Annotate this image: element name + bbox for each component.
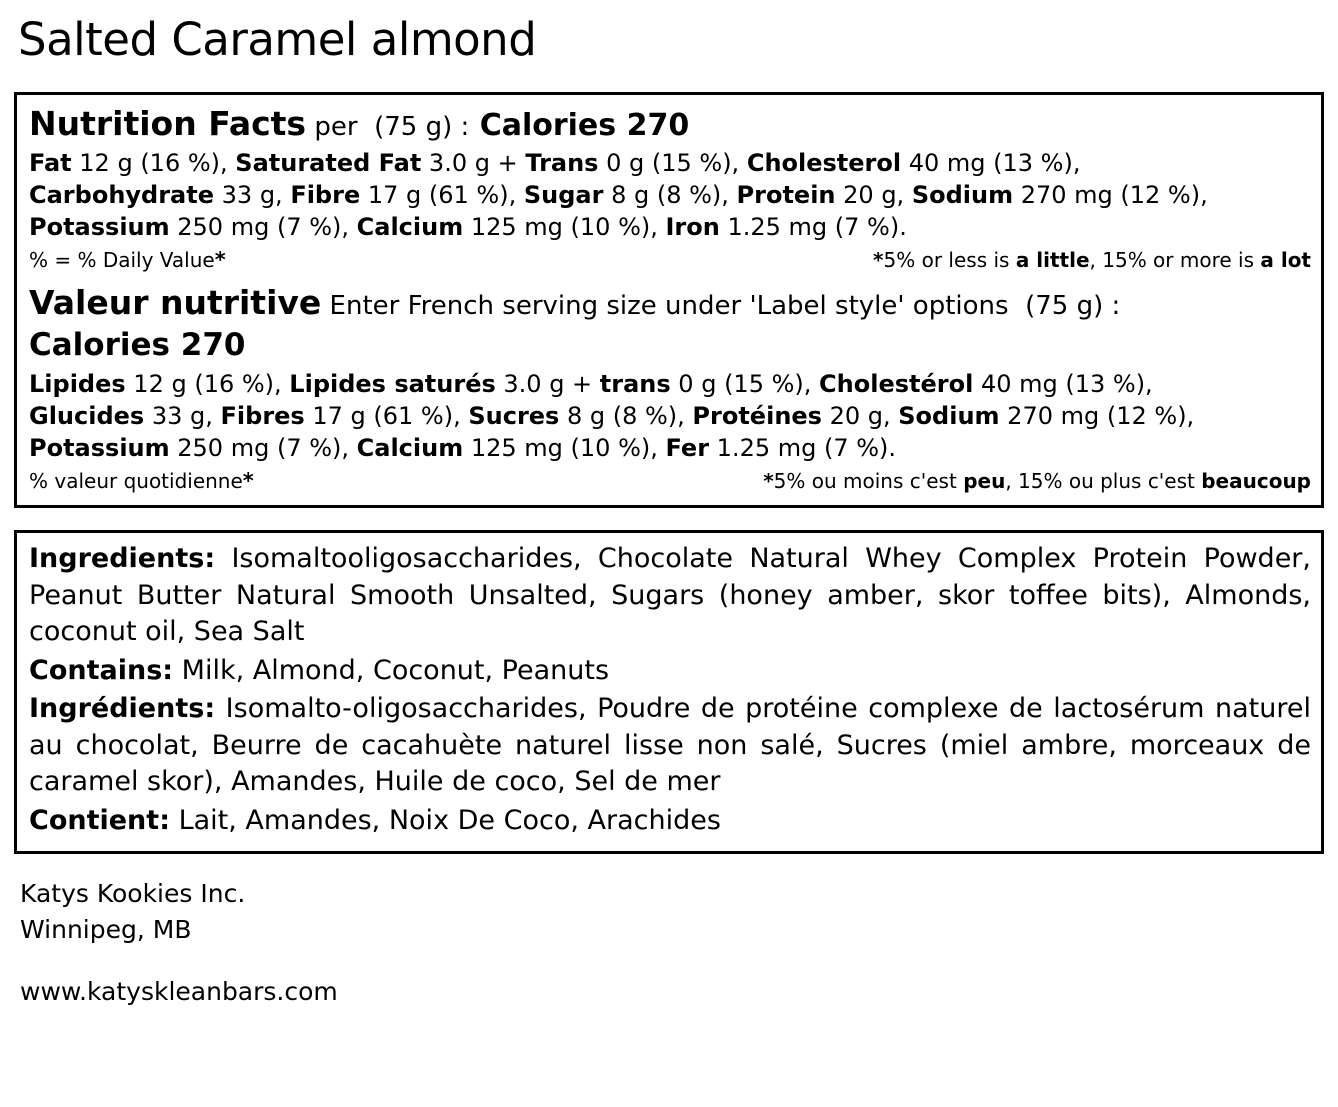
nutrition-serving-note-fr: Enter French serving size under 'Label style' options bbox=[329, 291, 1009, 322]
ingredients-text-en: Isomaltooligosaccharides, Chocolate Natural Whey Complex Protein Powder, Peanut Butter Natural Smooth Unsalted, Sugars (honey amber, skor toffee bits), Almonds, coconut oil, Sea Salt bbox=[29, 543, 1311, 648]
daily-value-row-fr bbox=[29, 468, 1311, 495]
calories-en: Calories 270 bbox=[479, 107, 690, 143]
nutrition-facts-panel bbox=[14, 92, 1324, 509]
nutrition-colon-en: : bbox=[460, 111, 470, 142]
nutrient-line: Lipides 12 g (16 %), Lipides saturés 3.0 g + trans 0 g (15 %), Cholestérol 40 mg (13 %), bbox=[29, 370, 1153, 399]
ingredients-label-fr: Ingrédients: bbox=[29, 693, 216, 725]
daily-value-legend-fr: % valeur quotidienne* bbox=[29, 469, 254, 494]
company-city: Winnipeg, MB bbox=[20, 915, 192, 945]
nutrient-lines-en bbox=[29, 148, 1311, 244]
ingredients-panel bbox=[14, 530, 1324, 854]
daily-value-row-en bbox=[29, 247, 1311, 274]
ingredients-text-fr: Isomalto-oligosaccharides, Poudre de protéine complexe de lactosérum naturel au chocolat, Beurre de cacahuète naturel lisse non salé, Sucres (miel ambre, morceaux de caramel skor), Amandes, Huile de coco, Sel de mer bbox=[29, 693, 1311, 798]
ingredients-fr bbox=[29, 691, 1311, 800]
nutrition-facts-title-fr: Valeur nutritive bbox=[29, 283, 322, 323]
nutrition-facts-heading-fr bbox=[29, 282, 1311, 365]
nutrition-facts-title-en: Nutrition Facts bbox=[29, 103, 307, 143]
nutrient-line: Fat 12 g (16 %), Saturated Fat 3.0 g + Trans 0 g (15 %), Cholesterol 40 mg (13 %), bbox=[29, 149, 1081, 178]
nutrient-line: Potassium 250 mg (7 %), Calcium 125 mg (10 %), Fer 1.25 mg (7 %). bbox=[29, 434, 897, 463]
company-name: Katys Kookies Inc. bbox=[20, 878, 246, 908]
nutrition-serving-size-fr: (75 g) bbox=[1025, 291, 1104, 322]
nutrition-per-label-en: per bbox=[314, 111, 358, 142]
daily-value-note-en: *5% or less is a little, 15% or more is a lot bbox=[873, 247, 1311, 272]
contains-text-en: Milk, Almond, Coconut, Peanuts bbox=[181, 654, 610, 686]
company-website: www.katyskleanbars.com bbox=[20, 977, 338, 1007]
nutrient-line: Glucides 33 g, Fibres 17 g (61 %), Sucres 8 g (8 %), Protéines 20 g, Sodium 270 mg (12 %), bbox=[29, 402, 1195, 431]
daily-value-legend-en: % = % Daily Value* bbox=[29, 247, 226, 272]
contains-en bbox=[29, 653, 1311, 689]
nutrition-colon-fr: : bbox=[1111, 291, 1121, 322]
nutrient-line: Potassium 250 mg (7 %), Calcium 125 mg (10 %), Iron 1.25 mg (7 %). bbox=[29, 213, 907, 242]
calories-fr: Calories 270 bbox=[29, 327, 246, 364]
daily-value-note-fr: *5% ou moins c'est peu, 15% ou plus c'est beaucoup bbox=[763, 469, 1311, 494]
nutrition-serving-size-en: (75 g) bbox=[374, 111, 453, 142]
contains-label-fr: Contient: bbox=[29, 804, 170, 836]
contains-label-en: Contains: bbox=[29, 654, 174, 686]
footer-spacer bbox=[20, 948, 1324, 974]
footer bbox=[20, 876, 1324, 1011]
nutrition-facts-heading-en bbox=[29, 103, 1311, 145]
ingredients-en bbox=[29, 541, 1311, 650]
contains-text-fr: Lait, Amandes, Noix De Coco, Arachides bbox=[178, 804, 721, 836]
nutrient-line: Carbohydrate 33 g, Fibre 17 g (61 %), Sugar 8 g (8 %), Protein 20 g, Sodium 270 mg (12 %), bbox=[29, 181, 1208, 210]
page-title: Salted Caramel almond bbox=[18, 13, 537, 66]
ingredients-label-en: Ingredients: bbox=[29, 543, 216, 575]
contains-fr bbox=[29, 803, 1311, 839]
nutrient-lines-fr bbox=[29, 369, 1311, 465]
